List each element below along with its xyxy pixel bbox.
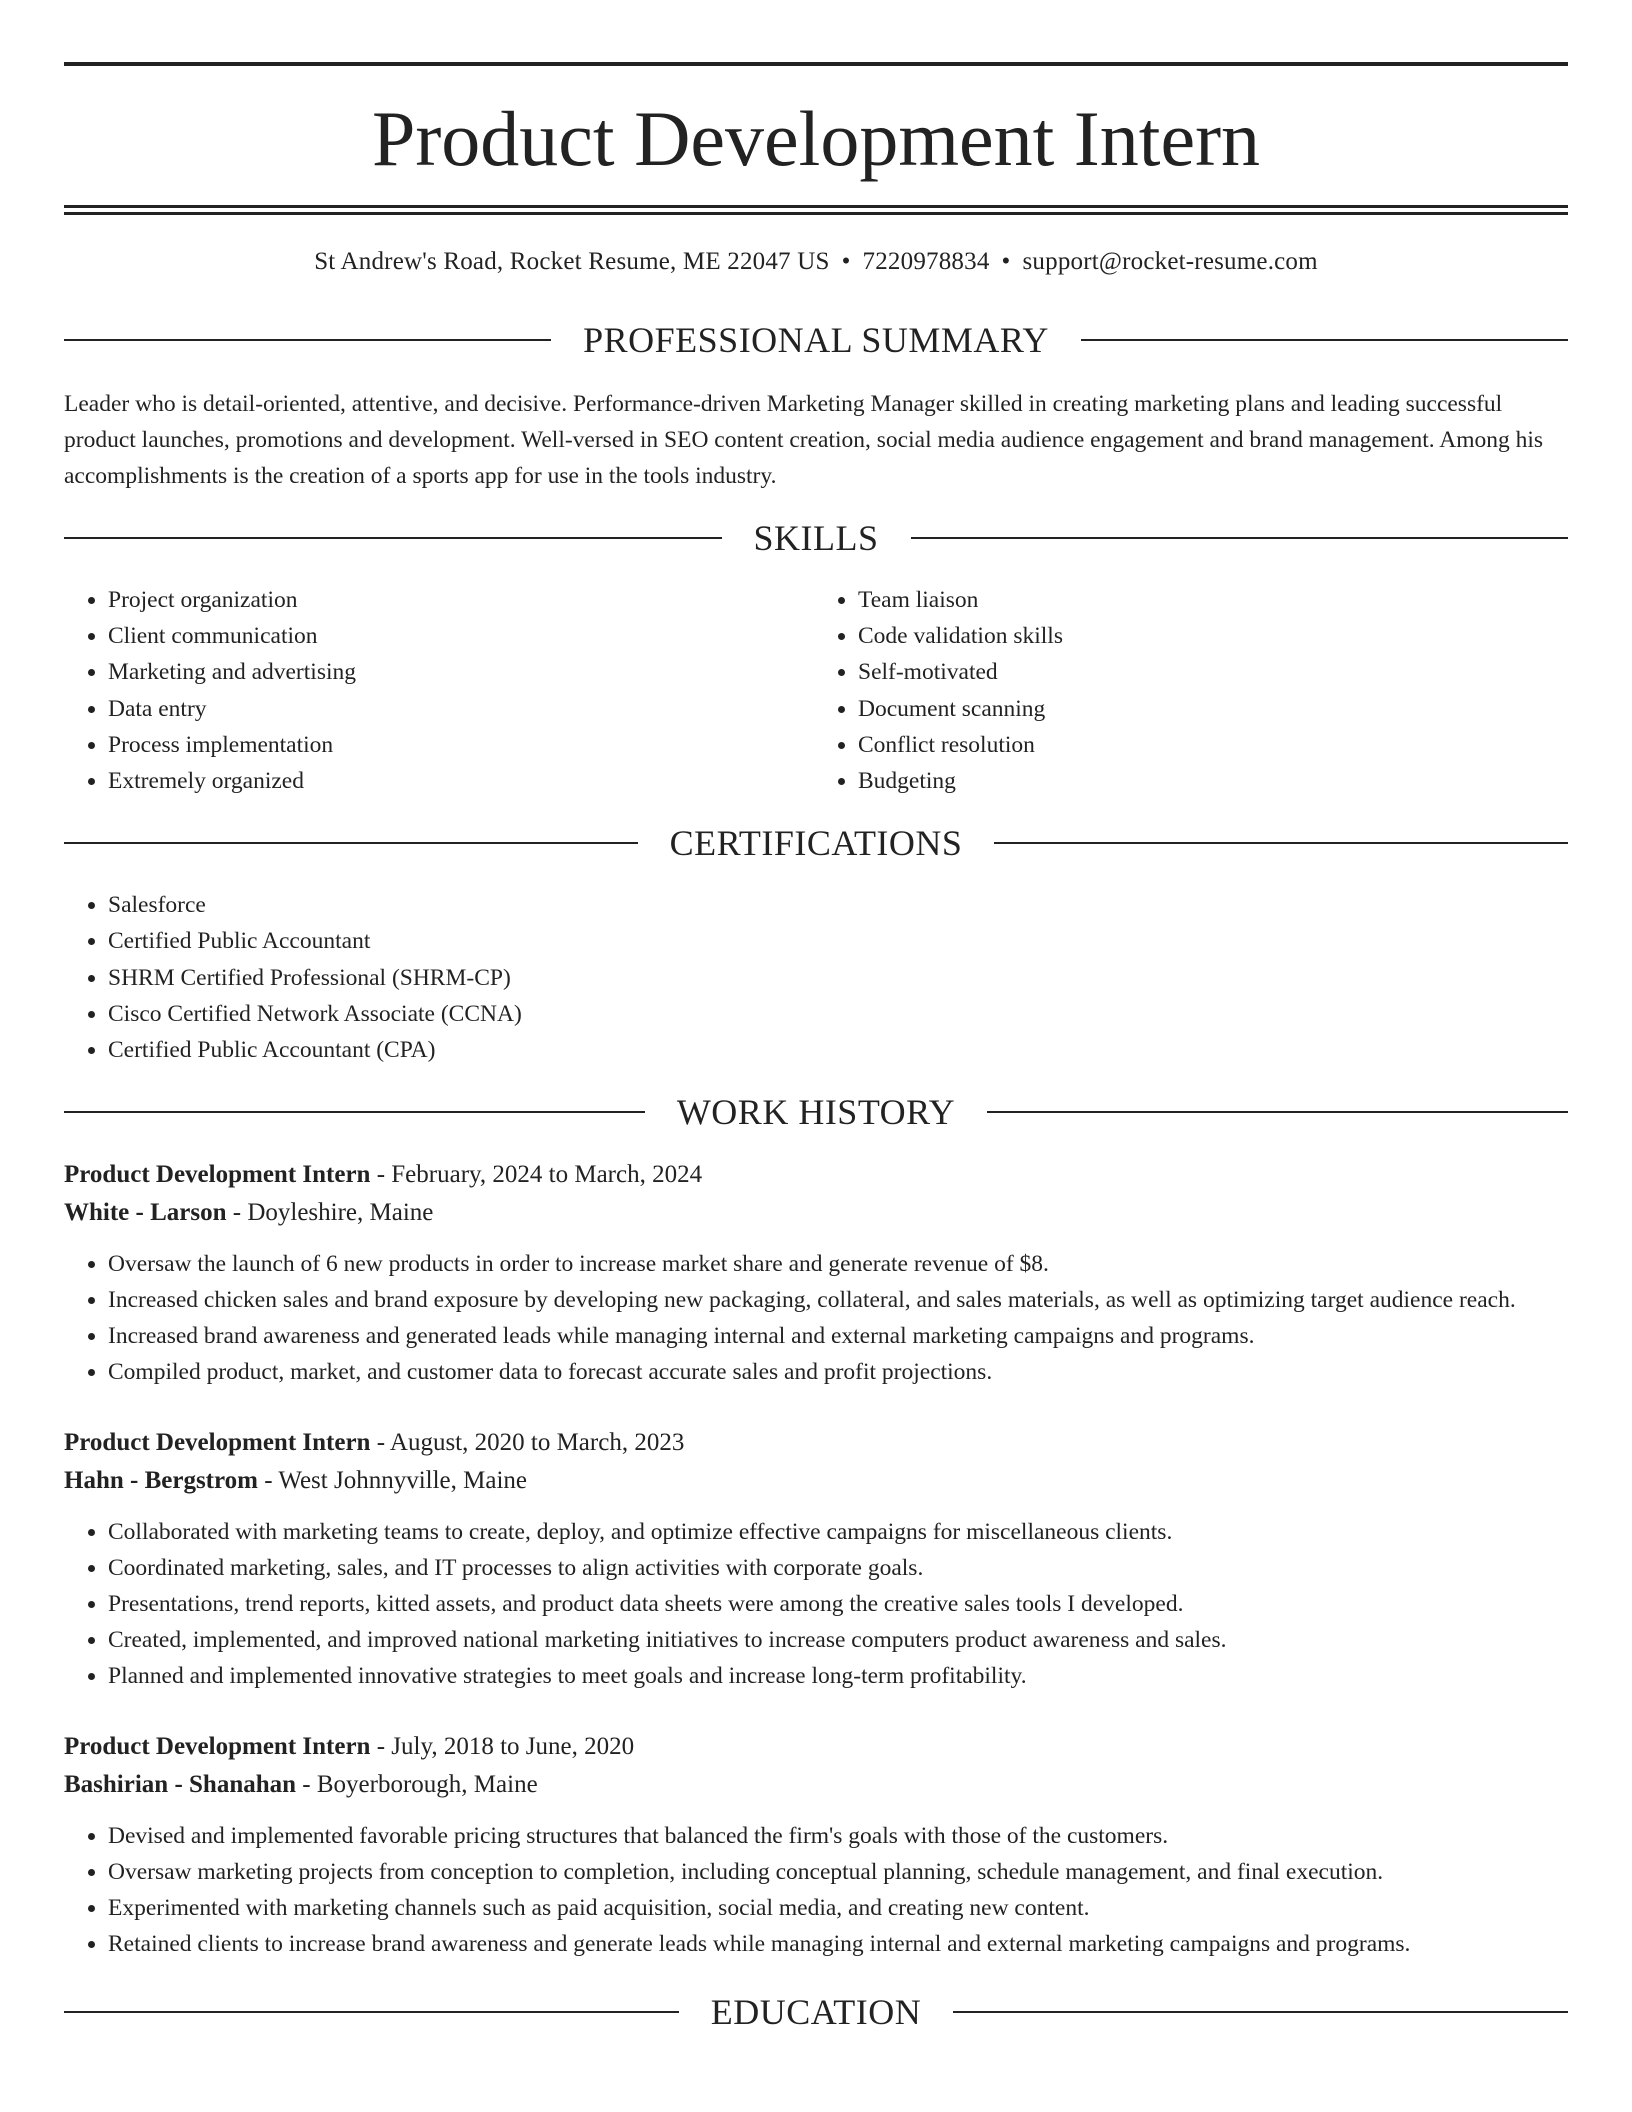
section-header-work	[64, 1092, 1568, 1133]
address: St Andrew's Road, Rocket Resume, ME 22047 US	[314, 248, 830, 275]
section-rule	[994, 842, 1568, 844]
section-header-education	[64, 1992, 1568, 2033]
skills-column-left	[64, 582, 818, 799]
list-item: • Document scanning	[858, 691, 1568, 727]
list-item: • Compiled product, market, and customer data to forecast accurate sales and profit projections.	[108, 1354, 1568, 1390]
job-company-line	[64, 1462, 1568, 1500]
list-item: • Conflict resolution	[858, 727, 1568, 763]
job-dates: - July, 2018 to June, 2020	[370, 1733, 635, 1761]
section-title: WORK HISTORY	[676, 1092, 956, 1133]
section-rule	[64, 537, 722, 539]
list-item: • Oversaw the launch of 6 new products in order to increase market share and generate revenue of $8.	[108, 1246, 1568, 1282]
list-item: • Retained clients to increase brand awareness and generate leads while managing internal and external marketing campaigns and programs.	[108, 1926, 1568, 1962]
job-location: - Boyerborough, Maine	[296, 1771, 538, 1799]
list-item: • Self-motivated	[858, 654, 1568, 690]
section-rule	[64, 842, 638, 844]
list-item: • Collaborated with marketing teams to create, deploy, and optimize effective campaigns for miscellaneous clients.	[108, 1514, 1568, 1550]
job-location: - West Johnnyville, Maine	[257, 1467, 528, 1495]
job-title-line	[64, 1728, 1568, 1766]
certifications-list	[64, 887, 1568, 1068]
list-item: • Experimented with marketing channels such as paid acquisition, social media, and creating new content.	[108, 1890, 1568, 1926]
list-item: • Code validation skills	[858, 618, 1568, 654]
resume-page	[64, 0, 1568, 2033]
job-role: Product Development Intern	[64, 1429, 371, 1457]
job-company-line	[64, 1766, 1568, 1804]
section-rule	[64, 339, 551, 341]
section-title: CERTIFICATIONS	[669, 823, 963, 864]
list-item: • Oversaw marketing projects from conception to completion, including conceptual planning, schedule management, and final execution.	[108, 1854, 1568, 1890]
section-header-skills	[64, 520, 1568, 556]
section-rule	[987, 1111, 1568, 1113]
job-title-line	[64, 1156, 1568, 1194]
section-rule	[911, 537, 1569, 539]
section-rule	[953, 2011, 1568, 2013]
job-bullets	[64, 1818, 1568, 1962]
section-header-certifications	[64, 823, 1568, 864]
list-item: • Budgeting	[858, 763, 1568, 799]
skills-list	[64, 582, 1568, 799]
separator: •	[1001, 248, 1011, 275]
list-item: • Planned and implemented innovative strategies to meet goals and increase long-term profitability.	[108, 1658, 1568, 1694]
section-rule	[64, 2011, 679, 2013]
section-title: EDUCATION	[710, 1992, 922, 2033]
job-role: Product Development Intern	[64, 1161, 371, 1189]
job-dates: - August, 2020 to March, 2023	[370, 1429, 685, 1457]
job-location: - Doyleshire, Maine	[226, 1199, 434, 1227]
work-history-list	[64, 1156, 1568, 1962]
phone: 7220978834	[862, 248, 990, 275]
email: support@rocket-resume.com	[1022, 248, 1318, 275]
section-title: PROFESSIONAL SUMMARY	[583, 320, 1049, 360]
job-title-line	[64, 1424, 1568, 1462]
list-item: • Team liaison	[858, 582, 1568, 618]
list-item: • Increased brand awareness and generated leads while managing internal and external marketing campaigns and programs.	[108, 1318, 1568, 1354]
job-entry	[64, 1156, 1568, 1390]
contact-line	[64, 248, 1568, 276]
job-entry	[64, 1424, 1568, 1694]
job-company: Hahn - Bergstrom	[64, 1467, 258, 1495]
list-item: • SHRM Certified Professional (SHRM-CP)	[108, 960, 1568, 996]
job-company: Bashirian - Shanahan	[64, 1771, 297, 1799]
list-item: • Project organization	[108, 582, 818, 618]
list-item: • Salesforce	[108, 887, 1568, 923]
section-rule	[64, 1111, 645, 1113]
job-company-line	[64, 1194, 1568, 1232]
list-item: • Marketing and advertising	[108, 654, 818, 690]
list-item: • Client communication	[108, 618, 818, 654]
list-item: • Coordinated marketing, sales, and IT processes to align activities with corporate goals.	[108, 1550, 1568, 1586]
separator: •	[841, 248, 851, 275]
job-company: White - Larson	[64, 1199, 227, 1227]
job-bullets	[64, 1246, 1568, 1390]
job-bullets	[64, 1514, 1568, 1694]
list-item: • Certified Public Accountant (CPA)	[108, 1032, 1568, 1068]
list-item: • Created, implemented, and improved national marketing initiatives to increase computers product awareness and sales.	[108, 1622, 1568, 1658]
job-dates: - February, 2024 to March, 2024	[370, 1161, 703, 1189]
list-item: • Devised and implemented favorable pricing structures that balanced the firm's goals with those of the customers.	[108, 1818, 1568, 1854]
job-role: Product Development Intern	[64, 1733, 371, 1761]
list-item: • Increased chicken sales and brand exposure by developing new packaging, collateral, and sales materials, as well as optimizing target audience reach.	[108, 1282, 1568, 1318]
list-item: • Extremely organized	[108, 763, 818, 799]
double-rule	[64, 205, 1568, 215]
skills-column-right	[818, 582, 1568, 799]
section-rule	[1081, 339, 1568, 341]
list-item: • Certified Public Accountant	[108, 923, 1568, 959]
job-entry	[64, 1728, 1568, 1962]
summary-text: Leader who is detail-oriented, attentive, and decisive. Performance-driven Marketing Manager skilled in creating marketing plans and leading successful product launches, promotions and development. Well-versed in SEO content creation, social media audience engagement and brand management. Among his accomplishments is the creation of a sports app for use in the tools industry.	[64, 391, 1544, 489]
top-rule	[64, 62, 1568, 66]
section-title: SKILLS	[753, 518, 879, 558]
list-item: • Data entry	[108, 691, 818, 727]
section-header-summary	[64, 322, 1568, 358]
list-item: • Cisco Certified Network Associate (CCNA)	[108, 996, 1568, 1032]
list-item: • Presentations, trend reports, kitted assets, and product data sheets were among the creative sales tools I developed.	[108, 1586, 1568, 1622]
list-item: • Process implementation	[108, 727, 818, 763]
candidate-name: Product Development Intern	[371, 95, 1261, 182]
